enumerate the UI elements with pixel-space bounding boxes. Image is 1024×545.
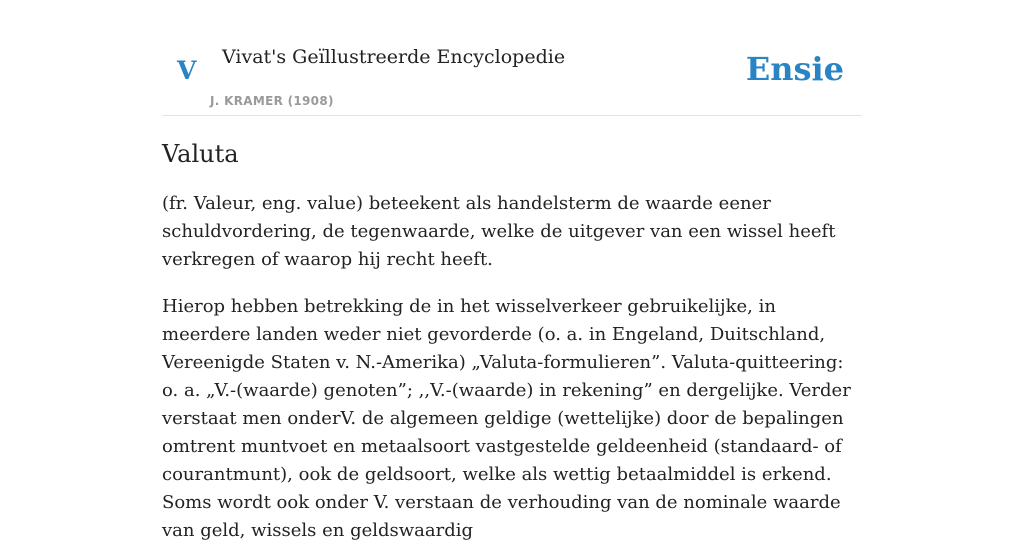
- author-label: J. KRAMER (1908): [210, 94, 334, 108]
- header: [162, 44, 862, 116]
- article-title: Valuta: [162, 140, 239, 168]
- letter-logo[interactable]: V: [177, 56, 197, 85]
- article-paragraph-2: Hierop hebben betrekking de in het wisselverkeer gebruikelijke, in meerdere landen weder niet gevorderde (o. a. in Engeland, Duitschland, Vereenigde Staten v. N.-Amerika) „Valuta-formulieren”. Valuta-quitteering: o. a. „V.-(waarde) genoten”; ,,V.-(waarde) in rekening” en dergelijke. Verder verstaat men onderV. de algemeen geldige (wettelijke) door de bepalingen omtrent muntvoet en metaalsoort vastgestelde geldeenheid (standaard- of courantmunt), ook de geldsoort, welke als wettig betaalmiddel is erkend. Soms wordt ook onder V. verstaan de verhouding van de nominale waarde van geld, wissels en geldswaardig: [162, 296, 851, 541]
- page: [162, 0, 862, 545]
- article-paragraph-1: (fr. Valeur, eng. value) beteekent als handelsterm de waarde eener schuldvordering, de tegenwaarde, welke de uitgever van een wissel heeft verkregen of waarop hij recht heeft.: [162, 193, 836, 270]
- ensie-logo[interactable]: Ensie: [745, 50, 844, 88]
- book-title[interactable]: Vivat's Geïllustreerde Encyclopedie: [222, 46, 566, 68]
